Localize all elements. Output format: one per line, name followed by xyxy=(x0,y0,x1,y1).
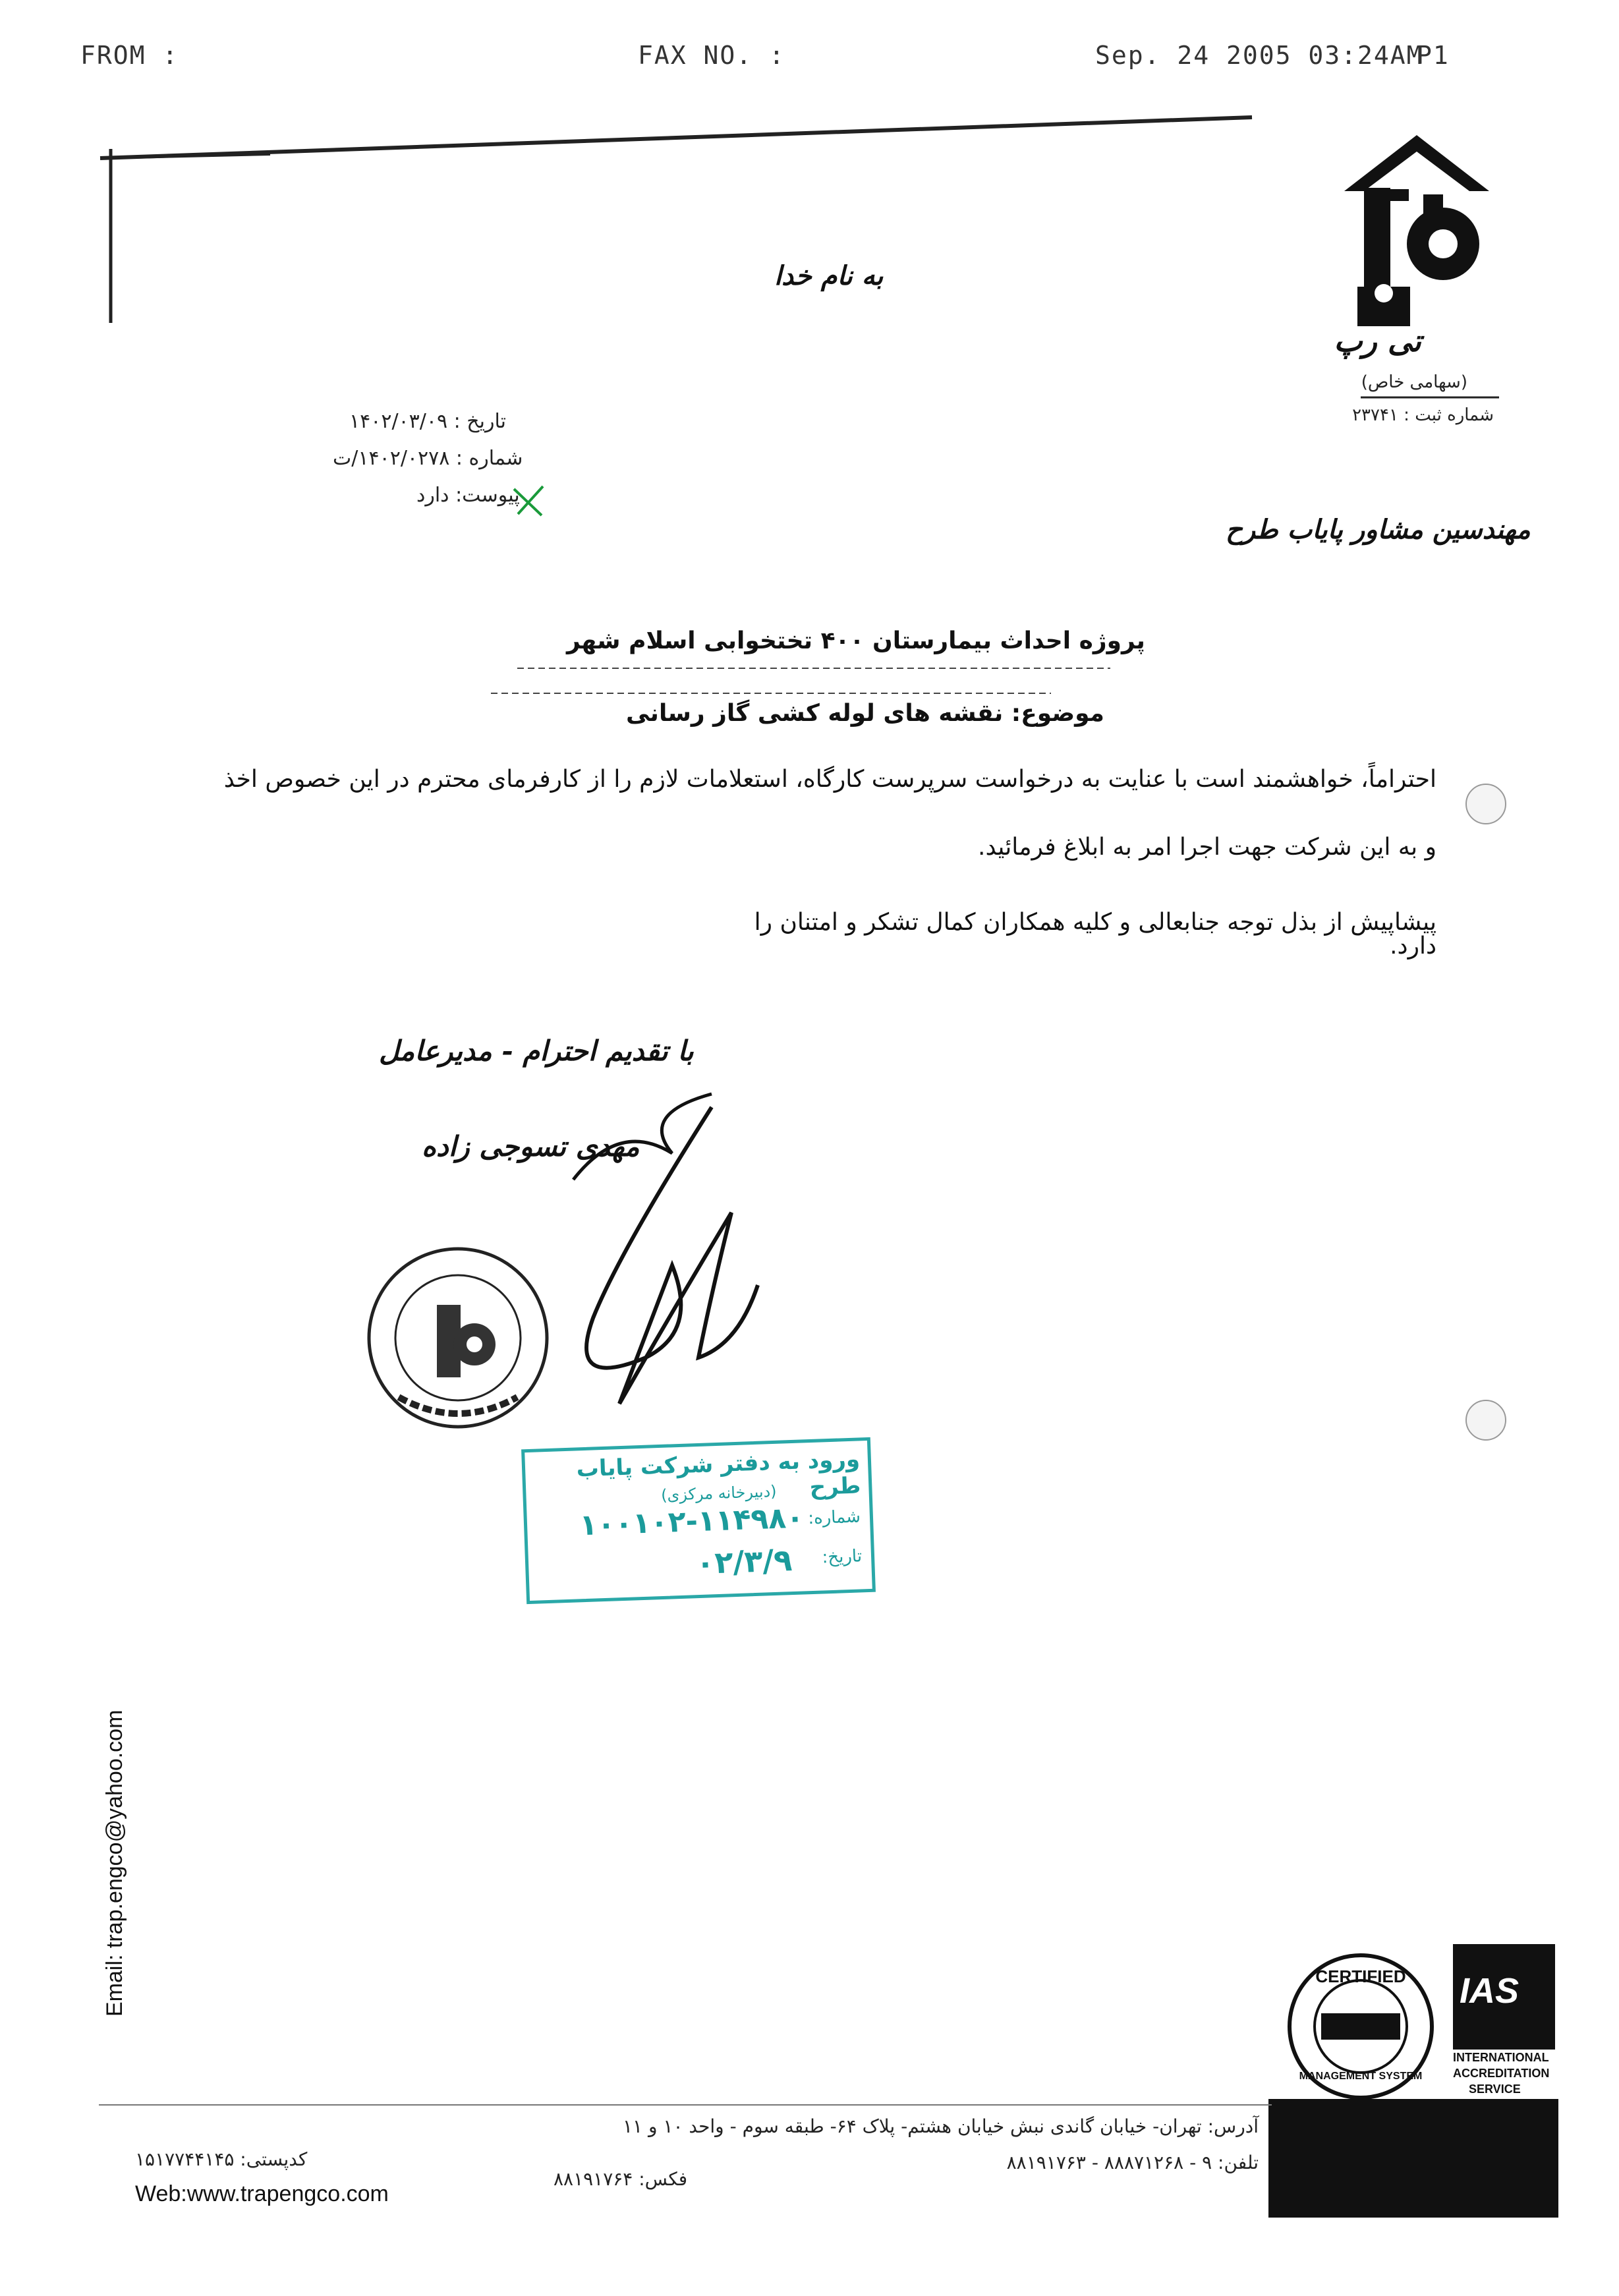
letter-attachment: پیوست: دارد xyxy=(416,484,520,507)
body-line-3: پیشاپیش از بذل توجه جنابعالی و کلیه همکاران کمال تشکر و امتنان را دارد. xyxy=(754,909,1436,960)
letter-date: تاریخ : ۱۴۰۲/۰۳/۰۹ xyxy=(349,410,506,433)
company-name: تی رپ xyxy=(1334,323,1421,359)
email-vertical: Email: trap.engco@yahoo.com xyxy=(102,1709,127,2017)
registration-number: شماره ثبت : ۲۳۷۴۱ xyxy=(1352,405,1494,425)
basmala-heading: به نام خدا xyxy=(774,260,884,291)
stamp-date-value: ۰۲/۳/۹ xyxy=(695,1542,793,1582)
fax-number-label: FAX NO. : xyxy=(638,41,785,70)
punch-hole-bottom xyxy=(1463,1397,1509,1443)
certified-management-badge xyxy=(1285,1951,1436,2102)
closing-title: با تقدیم احترام - مدیرعامل xyxy=(379,1035,694,1067)
company-type: (سهامی خاص) xyxy=(1361,372,1467,392)
ias-badge xyxy=(1453,1944,1555,2096)
fax-datetime: Sep. 24 2005 03:24AM xyxy=(1095,41,1423,70)
cert-top-text: CERTIFIED xyxy=(1315,1966,1406,1986)
ias-line-1: INTERNATIONAL xyxy=(1453,2051,1549,2064)
company-logo xyxy=(1338,129,1496,339)
footer-fax: فکس: ۸۸۱۹۱۷۶۴ xyxy=(554,2168,688,2190)
footer-website: Web:www.trapengco.com xyxy=(135,2181,389,2206)
fax-from-label: FROM : xyxy=(80,41,179,70)
company-type-rule xyxy=(1361,395,1499,399)
letterhead-border xyxy=(99,105,1259,330)
footer-divider xyxy=(99,2102,1272,2108)
footer-postcode: کدپستی: ۱۵۱۷۷۴۴۱۴۵ xyxy=(135,2148,308,2170)
ias-logo-text: IAS xyxy=(1460,1971,1520,2011)
footer-black-bar xyxy=(1268,2099,1558,2218)
company-seal xyxy=(359,1239,557,1437)
footer-phone: تلفن: ۹ - ۸۸۸۷۱۲۶۸ - ۸۸۱۹۱۷۶۳ xyxy=(1006,2152,1259,2173)
ias-line-2: ACCREDITATION xyxy=(1453,2067,1550,2080)
letter-number: شماره : ۱۴۰۲/۰۲۷۸/ت xyxy=(333,447,523,470)
signatory-name: مهدی تسوجی زاده xyxy=(422,1130,640,1162)
cert-bottom-text: MANAGEMENT SYSTEM xyxy=(1299,2071,1423,2082)
stamp-number-label: شماره: xyxy=(807,1507,861,1529)
punch-hole-top xyxy=(1463,781,1509,827)
ias-line-3: SERVICE xyxy=(1469,2082,1521,2096)
signature xyxy=(540,1081,804,1450)
subject-line: موضوع: نقشه های لوله کشی گاز رسانی xyxy=(626,700,1104,727)
body-line-2: و به این شرکت جهت اجرا امر به ابلاغ فرمائید. xyxy=(978,834,1436,861)
title-rule xyxy=(491,666,1117,699)
body-line-1: احتراماً، خواهشمند است با عنایت به درخواست سرپرست کارگاه، استعلامات لازم را از کارفرمای محترم در این خصوص اخذ xyxy=(223,766,1436,793)
footer-address: آدرس: تهران- خیابان گاندی نبش خیابان هشتم- پلاک ۶۴- طبقه سوم - واحد ۱۰ و ۱۱ xyxy=(623,2115,1259,2137)
project-title: پروژه احداث بیمارستان ۴۰۰ تختخوابی اسلام شهر xyxy=(567,627,1145,654)
green-check-mark xyxy=(509,481,548,521)
stamp-title: ورود به دفتر شرکت پایاب طرح xyxy=(576,1446,861,1501)
recipient: مهندسین مشاور پایاب طرح xyxy=(1226,514,1531,545)
stamp-date-label: تاریخ: xyxy=(822,1546,863,1568)
stamp-number-value: ۱۰۰۱۰۲-۱۱۴۹۸۰ xyxy=(579,1501,805,1543)
fax-page: P1 xyxy=(1417,41,1450,70)
receipt-stamp xyxy=(521,1437,876,1604)
stamp-subtitle: (دبیرخانه مرکزی) xyxy=(660,1481,778,1505)
